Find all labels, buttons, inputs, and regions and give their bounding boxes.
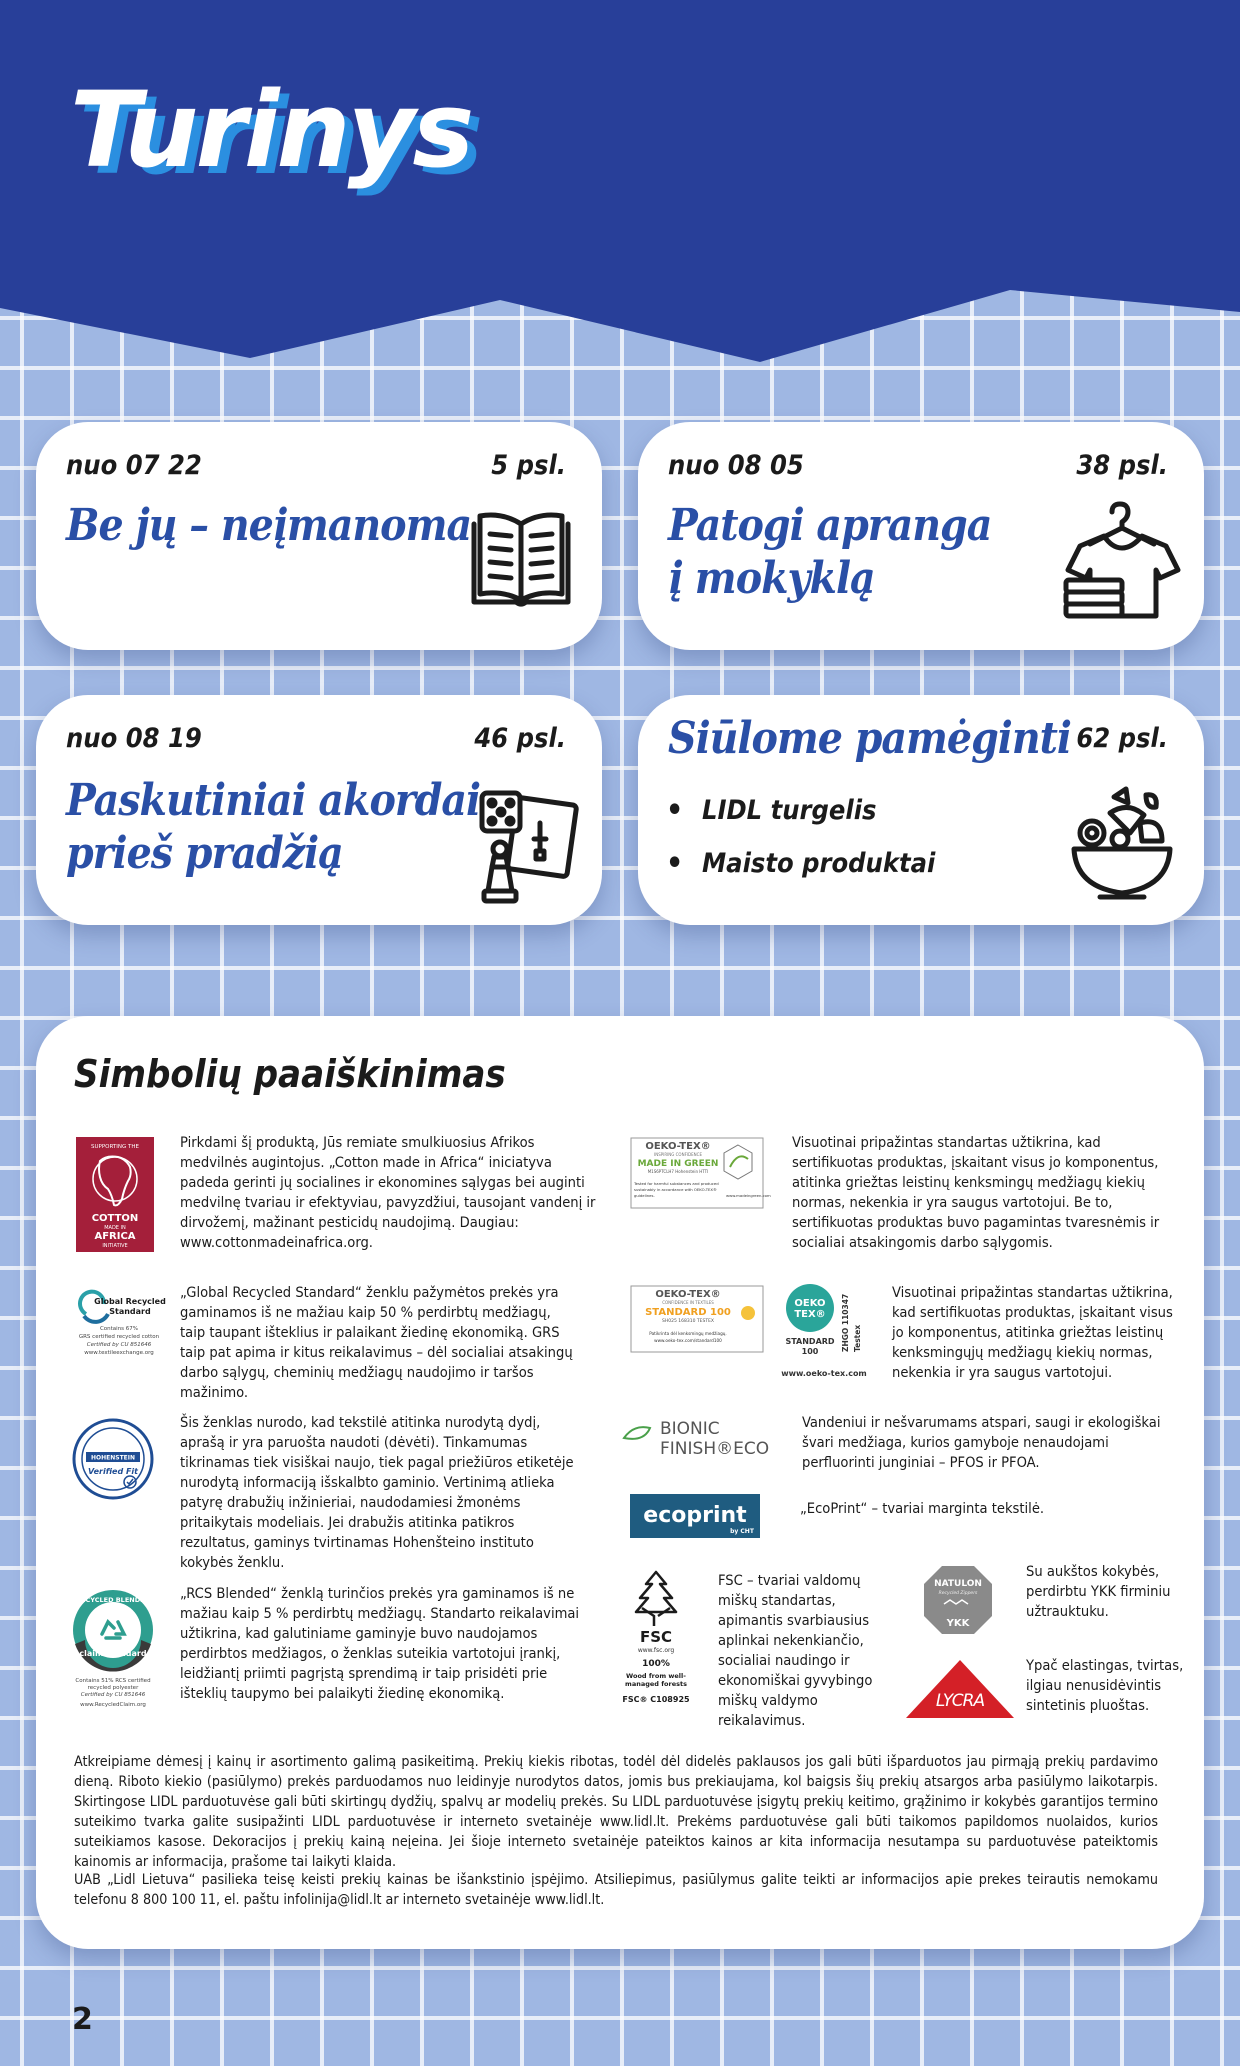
oeko-tex-standard-100-logo [630, 1285, 764, 1353]
svg-text:Verified Fit: Verified Fit [88, 1467, 138, 1476]
svg-text:www.textileexchange.org: www.textileexchange.org [84, 1350, 154, 1356]
svg-text:GRS certified recycled cotton: GRS certified recycled cotton [78, 1334, 160, 1340]
oeko-tex-badge-logo [780, 1282, 872, 1382]
svg-text:managed forests: managed forests [625, 1680, 687, 1688]
svg-text:OEKO: OEKO [794, 1298, 826, 1309]
svg-text:Contains 51% RCS certified: Contains 51% RCS certified [75, 1678, 151, 1684]
bionic-finish-text: Vandeniui ir nešvarumams atspari, saugi ir ekologiškai švari medžiaga, kurios gamyboje nenaudojami perfluorinti junginiai – PFOS ir PFOA. [802, 1414, 1161, 1471]
hohenstein-verified-fit-logo [72, 1418, 154, 1500]
svg-text:STANDARD: STANDARD [785, 1337, 835, 1346]
svg-text:BIONIC: BIONIC [660, 1419, 720, 1439]
svg-text:INSPIRING CONFIDENCE: INSPIRING CONFIDENCE [654, 1152, 702, 1157]
svg-text:guidelines.: guidelines. [634, 1193, 655, 1198]
section-card-3[interactable] [36, 695, 602, 925]
section-bullet-list [666, 795, 935, 901]
svg-text:Tested for harmful substances: Tested for harmful substances and produced [634, 1181, 719, 1186]
section-page-ref: 38 psl. [1076, 450, 1168, 481]
book-icon [466, 502, 576, 612]
svg-text:CONFIDENCE IN TEXTILES: CONFIDENCE IN TEXTILES [662, 1300, 714, 1305]
svg-text:sustainably in accordance with: sustainably in accordance with OEKO-TEX® [634, 1187, 717, 1192]
svg-text:Recycled Zippers: Recycled Zippers [938, 1591, 978, 1596]
svg-text:FINISH®ECO: FINISH®ECO [660, 1439, 770, 1459]
fsc-logo [614, 1568, 698, 1708]
section-date: nuo 08 05 [668, 450, 804, 481]
svg-text:claim standard: claim standard [79, 1649, 147, 1658]
section-title: Paskutiniai akordai prieš pradžią [66, 775, 481, 879]
svg-text:MADE IN GREEN: MADE IN GREEN [637, 1159, 719, 1169]
natulon-ykk-logo [920, 1562, 996, 1638]
svg-text:100%: 100% [642, 1659, 670, 1669]
svg-text:SH025 168310 TESTEX: SH025 168310 TESTEX [662, 1319, 714, 1324]
svg-text:www.fsc.org: www.fsc.org [637, 1647, 675, 1654]
svg-text:www.oeko-tex.com/standard100: www.oeko-tex.com/standard100 [654, 1338, 722, 1343]
section-page-ref: 5 psl. [491, 450, 566, 481]
svg-text:www.RecycledClaim.org: www.RecycledClaim.org [80, 1702, 146, 1708]
svg-text:100: 100 [801, 1347, 819, 1356]
svg-text:LYCRA: LYCRA [935, 1691, 985, 1711]
grs-text: „Global Recycled Standard“ ženklu pažymėtos prekės yra gaminamos iš ne mažiau kaip 50 % perdirbtų medžiagų, taip taupant išteklius ir palaikant žiedinę ekonomiką. GRS taip pat apima ir kitus reikalavimus – dėl socialiai atsakingų darbo sąlygų, cheminių medžiagų naudojimo ir taršos mažinimo. [180, 1284, 573, 1401]
rcs-blended-logo [66, 1588, 160, 1712]
svg-text:Patikrinta dėl kenksmingų medž: Patikrinta dėl kenksmingų medžiagų. [649, 1331, 727, 1336]
lycra-text: Ypač elastingas, tvirtas, ilgiau nenusidėvintis sintetinis pluoštas. [1026, 1657, 1184, 1714]
section-card-1[interactable] [36, 422, 602, 650]
page-title: Turinys [70, 69, 472, 191]
fsc-text: FSC – tvariai valdomų miškų standartas, apimantis svarbiausius aplinkai nekenkiančio, socialiai naudingo ir ekonomiškai gyvybingo miškų valdymo reikalavimus. [718, 1572, 873, 1729]
contact-info: UAB „Lidl Lietuva“ pasilieka teisę keisti prekių kainas be išankstinio įspėjimo. Atsiliepimus, pasiūlymus galite teikti ar informacijos apie prekes teirautis nemokamu telefonu 8 800 100 11, el. paštu infolinija@lidl.lt ar interneto svetainėje www.lidl.lt. [74, 1872, 1158, 1908]
svg-text:Wood from well-: Wood from well- [626, 1672, 686, 1680]
made-in-green-text: Visuotinai pripažintas standartas užtikrina, kad sertifikuotas produktas, įskaitant visus jo komponentus, atitinka griežtas leistinų kenksmingų medžiagų kiekių normas, nekenkia ir yra saugus vartotojui. Be to, sertifikuotas produktas buvo pagamintas tvaresnėmis ir socialiai atsakingomis darbo sąlygomis. [792, 1134, 1160, 1251]
svg-text:Global Recycled: Global Recycled [94, 1297, 166, 1306]
bionic-finish-eco-logo [620, 1414, 786, 1460]
ecoprint-text: „EcoPrint“ – tvariai marginta tekstilė. [800, 1500, 1045, 1517]
svg-text:COTTON: COTTON [91, 1213, 139, 1224]
section-title: Be jų – neįmanoma [66, 500, 472, 551]
global-recycled-standard-logo [74, 1288, 164, 1360]
svg-text:Certified by CU 851646: Certified by CU 851646 [80, 1692, 146, 1698]
svg-text:www.oeko-tex.com: www.oeko-tex.com [781, 1369, 867, 1378]
svg-text:Certified by CU 851646: Certified by CU 851646 [86, 1342, 152, 1348]
natulon-text: Su aukštos kokybės, perdirbtu YKK firminiu užtrauktuku. [1026, 1563, 1171, 1620]
svg-text:by CHT: by CHT [730, 1528, 754, 1535]
section-card-4[interactable] [638, 695, 1204, 925]
svg-text:ZHGO 110347: ZHGO 110347 [841, 1293, 850, 1352]
svg-text:YKK: YKK [946, 1618, 970, 1629]
svg-text:Standard: Standard [109, 1307, 151, 1316]
section-title: Patogi apranga į mokyklą [668, 500, 992, 604]
svg-text:NATULON: NATULON [934, 1579, 982, 1589]
symbols-title: Simbolių paaiškinimas [74, 1052, 506, 1096]
cotton-made-in-africa-text: Pirkdami šį produktą, Jūs remiate smulkiuosius Afrikos medvilnės augintojus. „Cotton made in Africa“ iniciatyva padeda gerinti jų socialines ir ekonomines sąlygas bei auginti medvilnę tvariau ir efektyviau, pavyzdžiui, tausojant vandenį ir dirvožemį, mažinant pesticidų naudojimą. Daugiau: www.cottonmadeinafrica.org. [180, 1134, 596, 1251]
svg-text:ecoprint: ecoprint [643, 1503, 747, 1528]
svg-text:recycled polyester: recycled polyester [87, 1685, 139, 1691]
ecoprint-logo [630, 1494, 760, 1538]
svg-text:SUPPORTING THE: SUPPORTING THE [91, 1144, 139, 1150]
svg-text:RECYCLED BLENDED: RECYCLED BLENDED [76, 1596, 150, 1604]
salad-bowl-icon [1070, 783, 1174, 903]
rcs-text: „RCS Blended“ ženklą turinčios prekės yra gaminamos iš ne mažiau kaip 5 % perdirbtų medžiagų. Standarto reikalavimai užtikrina, kad galutiniame gaminyje buvo naudojamos perdirbtos medžiagos, o ženklas suteikia vartotojui įrankį, leidžiantį priimti pagrįstą sprendimą ir taip prisidėti prie išteklių taupymo bei palaikyti žiedinę ekonomiką. [180, 1585, 580, 1702]
standard-100-text: Visuotinai pripažintas standartas užtikrina, kad sertifikuotas produktas, įskaitant visus jo komponentus, atitinka griežtas leistinų kenksmingųjų medžiagų kiekių normas, nekenkia ir yra saugus vartotojui. [892, 1284, 1173, 1381]
svg-text:STANDARD 100: STANDARD 100 [645, 1307, 731, 1318]
svg-text:HOHENSTEIN: HOHENSTEIN [90, 1454, 136, 1462]
bullet-item: • LIDL turgelis [666, 795, 935, 826]
lycra-logo [904, 1658, 1016, 1720]
board-game-icon [478, 787, 578, 907]
bullet-item: • Maisto produktai [666, 848, 935, 879]
section-card-2[interactable] [638, 422, 1204, 650]
svg-text:MADE IN: MADE IN [104, 1225, 126, 1231]
price-disclaimer: Atkreipiame dėmesį į kainų ir asortimento galimą pasikeitimą. Prekių kiekis ribotas, todėl dėl didelės paklausos jos gali būti išparduotos jau pirmąją prekių pardavimo dieną. Riboto kiekio (pasiūlymo) prekės parduodamos nuo leidinyje nurodytos datos, jomis bus prekiaujama, kol baigsis šių prekių atsargos arba pasiūlymo laikotarpis. Skirtingose LIDL parduotuvėse gali būti skirtingų dydžių, spalvų ar modelių prekės. Su LIDL parduotuvėse įsigytų prekių keitimo, grąžinimo ir kokybės garantijos termino suteikimo tvarka galite susipažinti LIDL parduotuvėse ir interneto svetainėje www.lidl.lt. Prekėms parduotuvėse gali būti taikomos papildomos nuolaidos, kurios suteikiamos kasose. Dekoracijos į prekių kainą neįeina. Jei šioje interneto svetainėje pateiktos kainos ar kita informacija nesutampa su parduotuvėse pateiktomis kainomis ar informacija, prašome tai laikyti klaida. [74, 1754, 1158, 1870]
section-title: Siūlome pamėginti [668, 713, 1071, 764]
svg-text:TEX®: TEX® [794, 1309, 826, 1320]
svg-text:Testex: Testex [853, 1324, 862, 1352]
svg-text:FSC® C108925: FSC® C108925 [622, 1695, 690, 1704]
svg-text:M1S6PTCLH7 Hohenstein HTTI: M1S6PTCLH7 Hohenstein HTTI [647, 1169, 709, 1174]
svg-text:FSC: FSC [639, 1628, 673, 1646]
svg-text:OEKO-TEX®: OEKO-TEX® [645, 1141, 711, 1152]
section-page-ref: 46 psl. [474, 723, 566, 754]
section-page-ref: 62 psl. [1076, 723, 1168, 754]
clothes-hanger-icon [1060, 500, 1184, 624]
page-number: 2 [72, 2002, 93, 2037]
svg-text:INITIATIVE: INITIATIVE [102, 1243, 128, 1249]
svg-text:www.madeingreen.com: www.madeingreen.com [726, 1193, 771, 1198]
section-date: nuo 07 22 [66, 450, 202, 481]
svg-text:AFRICA: AFRICA [94, 1231, 136, 1242]
cotton-made-in-africa-logo [76, 1137, 154, 1252]
oeko-tex-made-in-green-logo [630, 1137, 771, 1209]
svg-text:Contains 67%: Contains 67% [99, 1326, 139, 1332]
svg-text:OEKO-TEX®: OEKO-TEX® [655, 1289, 721, 1300]
hohenstein-text: Šis ženklas nurodo, kad tekstilė atitinka nurodytą dydį, aprašą ir yra paruošta naudoti (dėvėti). Tinkamumas tikrinamas tiek visiškai naujo, tiek pagal priežiūros etiketėje nurodytą informaciją išskalbto gaminio. Vertinimą atlieka patyrę drabužių inžinieriai, naudodamiesi žmonėms pritaikytais modeliais. Jei drabužis atitinka patikros rezultatus, gaminys tvirtinamas Hohenšteino instituto kokybės ženklu. [180, 1414, 574, 1571]
section-date: nuo 08 19 [66, 723, 202, 754]
